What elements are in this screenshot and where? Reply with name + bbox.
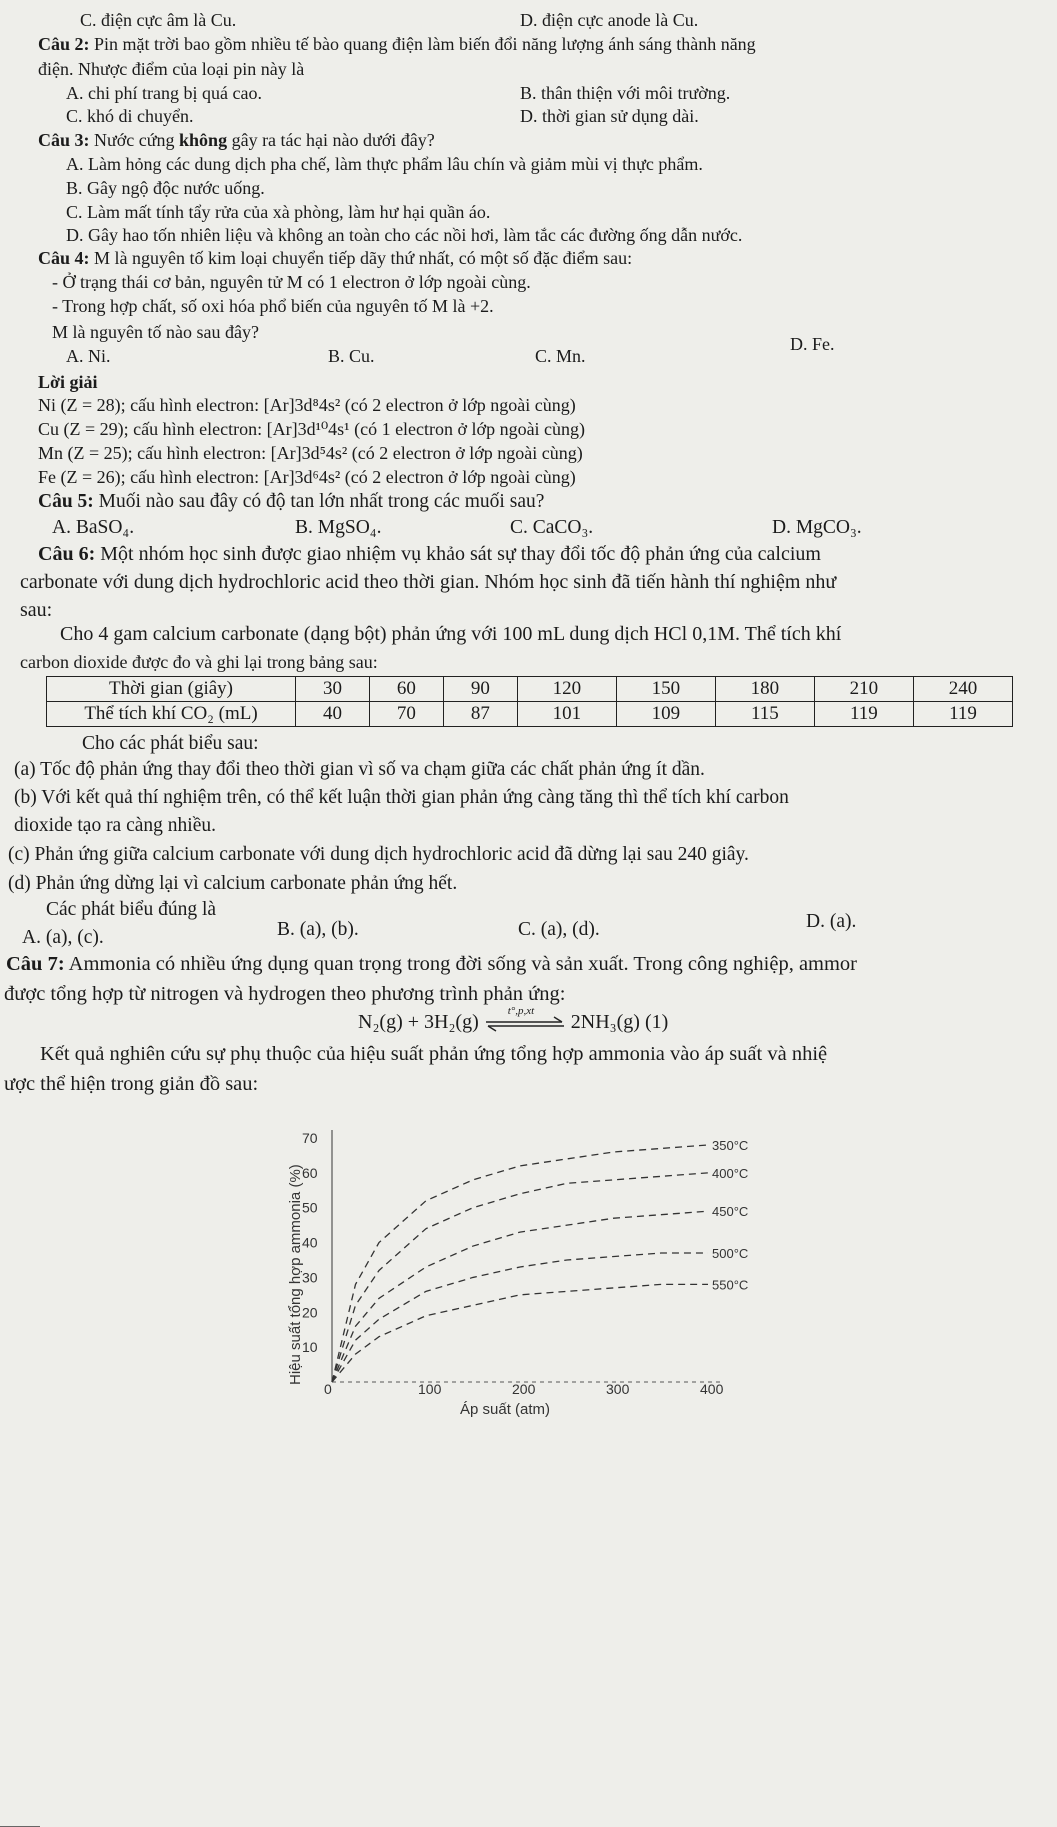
y-tick-label: 60 [302,1164,318,1181]
q3-stem: Câu 3: Nước cứng không gây ra tác hại nào dưới đây? [38,130,435,150]
table-row-volume [47,702,1013,727]
q2-option-c: C. khó di chuyển. [66,106,194,126]
q6-statements-intro: Cho các phát biểu sau: [82,733,259,754]
y-tick-label: 30 [302,1269,318,1286]
x-tick-label: 100 [418,1381,442,1397]
table-cell: 87 [443,702,517,727]
x-tick-label: 400 [700,1381,724,1397]
q4-option-a: A. Ni. [66,346,111,366]
series-line [332,1211,708,1382]
table-cell: 90 [443,677,517,702]
q6-option-b: B. (a), (b). [277,919,359,940]
q5-label: Câu 5: [38,491,94,512]
table-cell: 30 [296,677,370,702]
q7-stem-line1: Câu 7: Ammonia có nhiều ứng dụng quan trọng trong đời sống và sản xuất. Trong công nghiệp, ammor [6,953,858,975]
q4-bullet-1: - Ở trạng thái cơ bản, nguyên tử M có 1 electron ở lớp ngoài cùng. [52,272,531,292]
series-label: 350°C [712,1137,749,1153]
q7-stem-line4: ược thể hiện trong giản đồ sau: [4,1073,259,1095]
table-header-time: Thời gian (giây) [47,677,296,702]
q6-statement-b-line1: (b) Với kết quả thí nghiệm trên, có thể kết luận thời gian phản ứng càng tăng thì thể tích khí carbon [14,787,789,808]
q6-question: Các phát biểu đúng là [46,899,217,920]
x-axis-label: Áp suất (atm) [460,1401,551,1418]
table-cell: 115 [715,702,814,727]
q4-bullet-2: - Trong hợp chất, số oxi hóa phổ biến của nguyên tố M là +2. [52,296,494,316]
x-tick-label: 0 [324,1381,332,1397]
y-tick-label: 10 [302,1339,318,1356]
table-cell: 119 [913,702,1012,727]
q6-stem-line2: carbonate với dung dịch hydrochloric acid theo thời gian. Nhóm học sinh đã tiến hành thí nghiệm như [20,571,837,593]
q1-option-d: D. điện cực anode là Cu. [520,10,699,30]
q6-statement-b-line2: dioxide tạo ra càng nhiều. [14,815,216,836]
co2-volume-table [46,676,1013,727]
q4-label: Câu 4: [38,248,90,268]
q4-option-b: B. Cu. [328,346,375,366]
q6-statement-c: (c) Phản ứng giữa calcium carbonate với dung dịch hydrochloric acid đã dừng lại sau 240 giây. [8,844,749,865]
q5-option-d: D. MgCO₃. [772,517,862,538]
q6-stem-line1: Câu 6: Một nhóm học sinh được giao nhiệm vụ khảo sát sự thay đổi tốc độ phản ứng của calcium [38,543,821,565]
table-header-volume: Thể tích khí CO₂ (mL) [47,702,296,727]
series-line [332,1253,708,1382]
equation-conditions: t°,p,xt [507,1005,535,1018]
q6-option-a: A. (a), (c). [22,927,104,948]
q2-option-b: B. thân thiện với môi trường. [520,83,731,103]
ammonia-yield-chart [287,1120,790,1420]
q4-solution-mn: Mn (Z = 25); cấu hình electron: [Ar]3d⁵4s² (có 2 electron ở lớp ngoài cùng) [38,443,583,463]
q1-option-c: C. điện cực âm là Cu. [80,10,237,30]
q4-solution-cu: Cu (Z = 29); cấu hình electron: [Ar]3d¹⁰4s¹ (có 1 electron ở lớp ngoài cùng) [38,419,586,439]
q4-question: M là nguyên tố nào sau đây? [52,322,259,342]
q4-solution-fe: Fe (Z = 26); cấu hình electron: [Ar]3d⁶4s² (có 2 electron ở lớp ngoài cùng) [38,467,576,487]
q7-stem-line3: Kết quả nghiên cứu sự phụ thuộc của hiệu suất phản ứng tổng hợp ammonia vào áp suất và nhiệ [40,1043,828,1065]
table-cell: 70 [369,702,443,727]
series-label: 450°C [712,1204,749,1220]
series-line [332,1173,708,1382]
q6-statement-a: (a) Tốc độ phản ứng thay đổi theo thời gian vì số va chạm giữa các chất phản ứng ít dần. [14,759,705,780]
q5-stem: Câu 5: Muối nào sau đây có độ tan lớn nhất trong các muối sau? [38,491,545,512]
y-tick-label: 40 [302,1234,318,1251]
table-cell: 109 [616,702,715,727]
table-cell: 150 [616,677,715,702]
q3-option-d: D. Gây hao tốn nhiên liệu và không an toàn cho các nồi hơi, làm tắc các đường ống dẫn nước. [66,225,743,245]
q4-option-d: D. Fe. [790,334,835,354]
table-cell: 40 [296,702,370,727]
table-cell: 210 [814,677,913,702]
x-tick-label: 200 [512,1381,536,1397]
table-cell: 240 [913,677,1012,702]
q2-label: Câu 2: [38,34,90,54]
series-label: 550°C [712,1277,749,1293]
q3-option-a: A. Làm hỏng các dung dịch pha chế, làm thực phẩm lâu chín và giảm mùi vị thực phẩm. [66,154,703,174]
q2-stem-line2: điện. Nhược điểm của loại pin này là [38,59,305,79]
q2-option-d: D. thời gian sử dụng dài. [520,106,699,126]
equation-products: 2NH₃(g) (1) [570,1011,669,1033]
series-line [332,1145,708,1382]
series-line [332,1284,708,1382]
q4-solution-ni: Ni (Z = 28); cấu hình electron: [Ar]3d⁸4s² (có 2 electron ở lớp ngoài cùng) [38,395,576,415]
series-label: 500°C [712,1246,749,1262]
q6-stem-line4: Cho 4 gam calcium carbonate (dạng bột) phản ứng với 100 mL dung dịch HCl 0,1M. Thể tích khí [60,623,842,645]
series-label: 400°C [712,1165,749,1181]
q3-label: Câu 3: [38,130,90,150]
q7-label: Câu 7: [6,953,65,975]
q2-option-a: A. chi phí trang bị quá cao. [66,83,262,103]
q6-statement-d: (d) Phản ứng dừng lại vì calcium carbonate phản ứng hết. [8,873,458,894]
q2-stem-line1: Câu 2: Pin mặt trời bao gồm nhiều tế bào quang điện làm biến đổi năng lượng ánh sáng thành năng [38,34,756,54]
q5-option-b: B. MgSO₄. [295,517,382,538]
table-cell: 180 [715,677,814,702]
q4-solution-title: Lời giải [38,372,98,392]
q6-label: Câu 6: [38,543,96,565]
q4-option-c: C. Mn. [535,346,586,366]
q6-option-d: D. (a). [806,911,857,932]
q6-stem-line3: sau: [20,599,53,621]
q3-option-c: C. Làm mất tính tẩy rửa của xà phòng, làm hư hại quần áo. [66,202,491,222]
table-cell: 60 [369,677,443,702]
y-tick-label: 50 [302,1199,318,1216]
q4-stem: Câu 4: M là nguyên tố kim loại chuyển tiếp dãy thứ nhất, có một số đặc điểm sau: [38,248,633,268]
table-row-time [47,677,1013,702]
table-cell: 101 [517,702,616,727]
y-tick-label: 20 [302,1304,318,1321]
table-cell: 120 [517,677,616,702]
q6-stem-line5: carbon dioxide được đo và ghi lại trong bảng sau: [20,652,378,672]
equation-reactants: N₂(g) + 3H₂(g) [358,1011,479,1033]
q6-option-c: C. (a), (d). [518,919,600,940]
y-axis-label: Hiệu suất tổng hợp ammonia (%) [287,1164,304,1385]
reaction-equation [358,1005,669,1034]
q7-stem-line2: được tổng hợp từ nitrogen và hydrogen theo phương trình phản ứng: [4,983,566,1005]
q5-option-c: C. CaCO₃. [510,517,594,538]
equilibrium-arrow-icon [484,1005,566,1033]
y-tick-label: 70 [302,1130,318,1146]
q5-option-a: A. BaSO₄. [52,517,135,538]
x-tick-label: 300 [606,1381,630,1397]
q3-option-b: B. Gây ngộ độc nước uống. [66,178,265,198]
table-cell: 119 [814,702,913,727]
